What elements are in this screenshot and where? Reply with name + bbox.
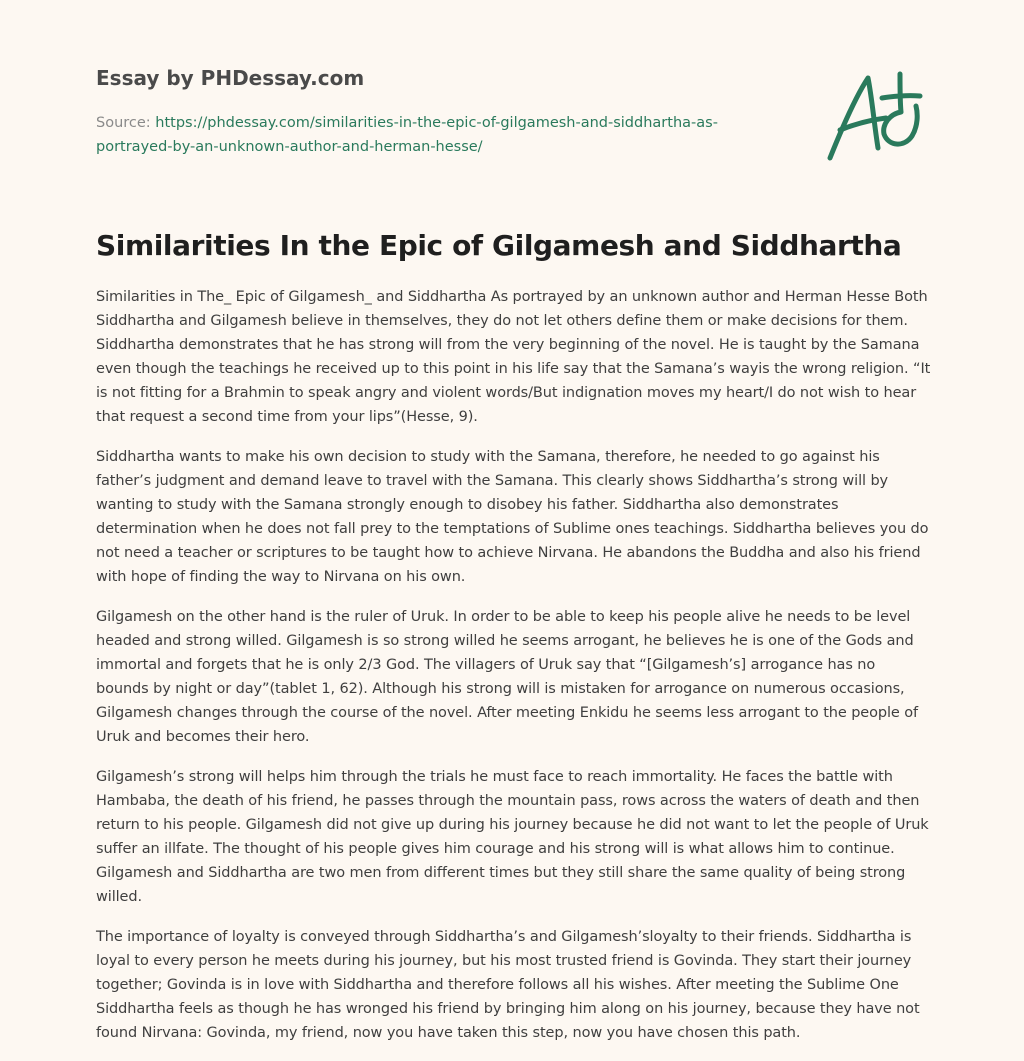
essay-paragraph: Gilgamesh on the other hand is the ruler of Uruk. In order to be able to keep his people alive he needs to be level headed and strong willed. Gilgamesh is so strong willed he seems arrogant, he believes he is one of the Gods and immortal and forgets that he is only 2/3 God. The villagers of Uruk say that “[Gilgamesh’s] arrogance has no bounds by night or day”(tablet 1, 62). Although his strong will is mistaken for arrogance on numerous occasions, Gilgamesh changes through the course of the novel. After meeting Enkidu he seems less arrogant to the people of Uruk and becomes their hero. [96,609,919,745]
source-link[interactable]: https://phdessay.com/similarities-in-the-epic-of-gilgamesh-and-siddhartha-as-portrayed-by-an-unknown-author-and-herman-hesse/ [96,115,718,155]
a-plus-logo [820,68,930,168]
site-title: Essay by PHDessay.com [96,66,365,90]
essay-paragraph: Similarities in The_ Epic of Gilgamesh_ and Siddhartha As portrayed by an unknown author and Herman Hesse Both Siddhartha and Gilgamesh believe in themselves, they do not let others define them or make decisions for them. Siddhartha demonstrates that he has strong will from the very beginning of the novel. He is taught by the Samana even though the teachings he received up to this point in his life say that the Samana’s wayis the wrong religion. “It is not fitting for a Brahmin to speak angry and violent words/But indignation moves my heart/I do not wish to hear that request a second time from your lips”(Hesse, 9). [96,289,931,425]
a-plus-logo-icon [820,68,930,168]
essay-title: Similarities In the Epic of Gilgamesh and Siddhartha [96,229,902,262]
essay-paragraph: The importance of loyalty is conveyed through Siddhartha’s and Gilgamesh’sloyalty to their friends. Siddhartha is loyal to every person he meets during his journey, but his most trusted friend is Govinda. They start their journey together; Govinda is in love with Siddhartha and therefore follows all his wishes. After meeting the Sublime One Siddhartha feels as though he has wronged his friend by bringing him along on his journey, because they have not found Nirvana: Govinda, my friend, now you have taken this step, now you have chosen this path. [96,929,920,1041]
essay-paragraph: Gilgamesh’s strong will helps him through the trials he must face to reach immortality. He faces the battle with Hambaba, the death of his friend, he passes through the mountain pass, rows across the waters of death and then return to his people. Gilgamesh did not give up during his journey because he did not want to let the people of Uruk suffer an illfate. The thought of his people gives him courage and his strong will is what allows him to continue. Gilgamesh and Siddhartha are two men from different times but they still share the same quality of being strong willed. [96,769,929,905]
source-label: Source: [96,115,151,131]
source-line [96,111,776,159]
essay-paragraph: Siddhartha wants to make his own decision to study with the Samana, therefore, he needed to go against his father’s judgment and demand leave to travel with the Samana. This clearly shows Siddhartha’s strong will by wanting to study with the Samana strongly enough to disobey his father. Siddhartha also demonstrates determination when he does not fall prey to the temptations of Sublime ones teachings. Siddhartha believes you do not need a teacher or scriptures to be taught how to achieve Nirvana. He abandons the Buddha and also his friend with hope of finding the way to Nirvana on his own. [96,449,929,585]
essay-body [96,285,932,1061]
